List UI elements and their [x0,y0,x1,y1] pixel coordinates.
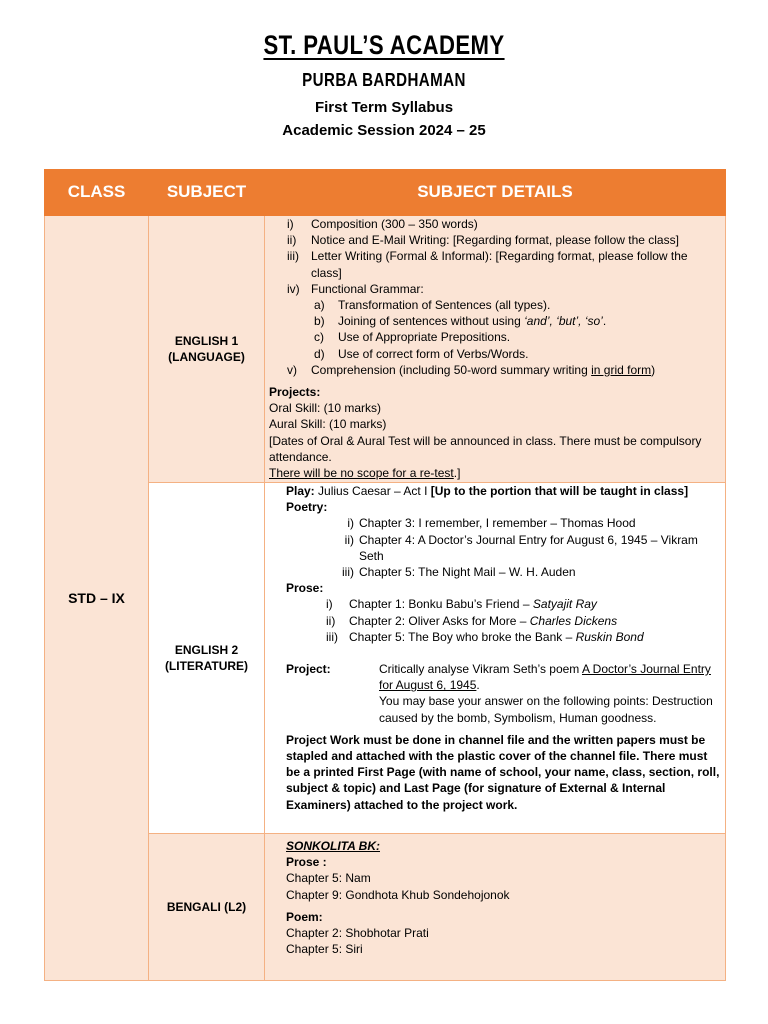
list-item: iii) Chapter 5: The Boy who broke the Bank – Ruskin Bond [326,629,644,644]
list-item: Chapter 5: Siri [286,942,363,957]
list-item: iii) Letter Writing (Formal & Informal): [Regarding format, please follow the class] [287,249,688,280]
header-subject-details: SUBJECT DETAILS [265,170,726,216]
project-work-note: Project Work must be done in channel file and the written papers must be stapled and attached with the plastic cover of the channel file. There must be a printed First Page (with name of school, your name, class, section, roll, subject & topic) and Last Page (for signature of External & Internal Examiners) attached to the project work. [286,732,720,812]
subject-bengali: BENGALI (L2) [149,834,265,981]
list-item: Chapter 2: Shobhotar Prati [286,926,429,941]
list-item: i) Chapter 1: Bonku Babu’s Friend – Satyajit Ray [326,597,597,612]
oral-skill: Oral Skill: (10 marks) [269,401,382,416]
subject-type: (LITERATURE) [164,659,249,673]
prose-label: Prose: [286,581,324,596]
list-item: c) Use of Appropriate Prepositions. [314,330,511,345]
session-title: Academic Session 2024 – 25 [282,122,486,139]
subject-type: (LANGUAGE) [168,350,245,364]
list-item: ii) Chapter 4: A Doctor’s Journal Entry for August 6, 1945 – Vikram Seth [344,532,698,563]
projects-label: Projects: [269,385,321,400]
list-item: d) Use of correct form of Verbs/Words. [314,346,529,361]
table-row [45,216,726,483]
syllabus-table [44,169,726,981]
details-english1 [265,216,726,483]
class-cell: STD – IX [45,216,149,981]
details-bengali [265,834,726,981]
project-label: Project: [286,662,331,677]
header-subject: SUBJECT [149,170,265,216]
school-name: ST. PAUL’S ACADEMY [263,30,505,60]
list-item: ii) Notice and E-Mail Writing: [Regarding format, please follow the class] [287,233,679,248]
school-location: PURBA BARDHAMAN [302,70,466,90]
details-english2 [265,483,726,834]
header-class: CLASS [45,170,149,216]
aural-skill: Aural Skill: (10 marks) [269,417,387,432]
subject-name: ENGLISH 1 [174,334,239,348]
book-title: SONKOLITA BK: [286,839,380,853]
list-item: ii) Chapter 2: Oliver Asks for More – Charles Dickens [326,613,618,628]
project-block: Project: Critically analyse Vikram Seth’s poem A Doctor’s Journal Entry for August 6, 1945. You may base your answer on the following points: Destruction caused by the bomb, Symbolism, Human goodness. [286,662,713,725]
list-item: a) Transformation of Sentences (all types). [314,298,551,313]
term-title: First Term Syllabus [314,99,454,116]
list-item: b) Joining of sentences without using ‘and’, ‘but’, ‘so’. [314,314,607,329]
list-item: iv) Functional Grammar: [287,281,424,296]
prose-label: Prose : [286,855,327,870]
subject-english1 [149,216,265,483]
table-header-row [45,170,726,216]
list-item: v) Comprehension (including 50-word summary writing in grid form) [287,362,656,377]
subject-english2 [149,483,265,834]
poem-label: Poem: [286,909,323,924]
list-item: i) Chapter 3: I remember, I remember – Thomas Hood [347,516,636,531]
play-line: Play: Julius Caesar – Act I [Up to the portion that will be taught in class] [286,484,689,498]
list-item: i) Composition (300 – 350 words) [287,217,478,231]
list-item: Chapter 9: Gondhota Khub Sondehojonok [286,887,510,902]
subject-name: ENGLISH 2 [174,643,239,657]
list-item: iii) Chapter 5: The Night Mail – W. H. Auden [342,565,576,580]
test-note: [Dates of Oral & Aural Test will be announced in class. There must be compulsory attendance. There will be no scope for a re-test.] [269,433,702,481]
poetry-label: Poetry: [286,500,328,515]
list-item: Chapter 5: Nam [286,871,371,886]
